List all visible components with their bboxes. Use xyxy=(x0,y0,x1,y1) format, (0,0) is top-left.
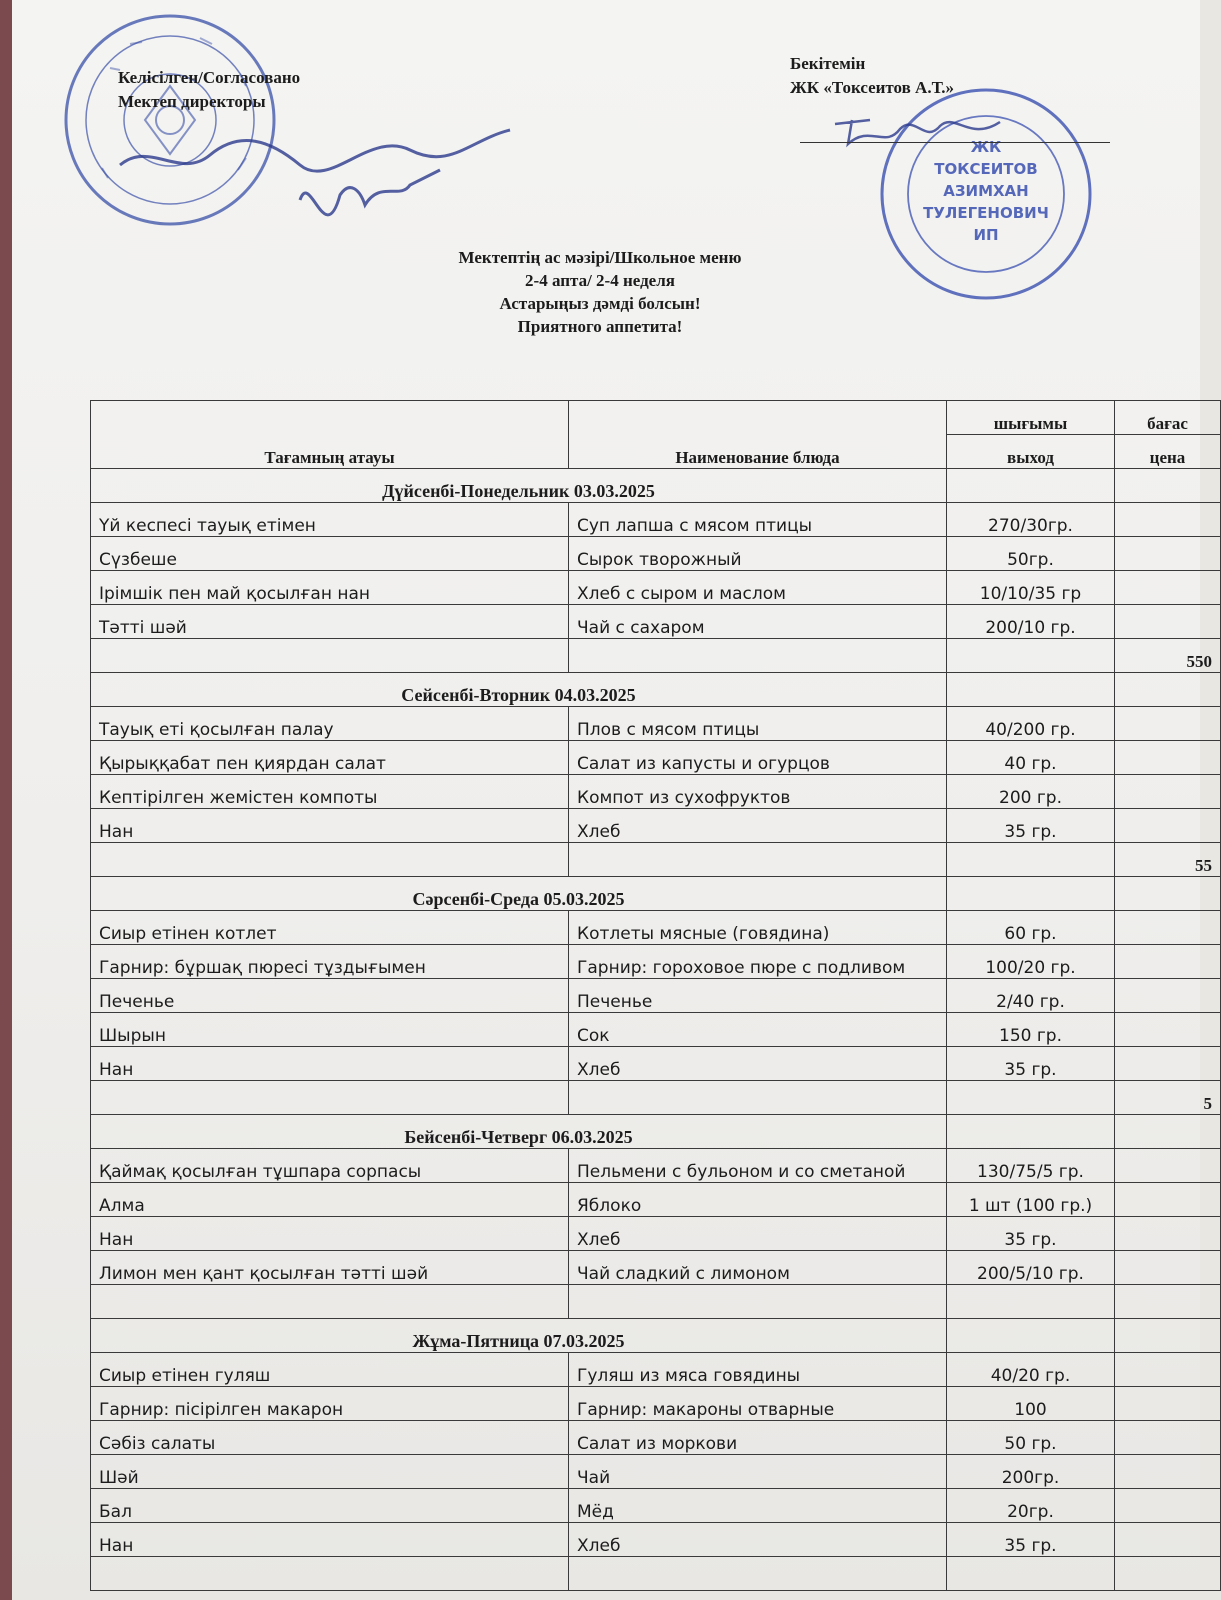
dish-price xyxy=(1115,1149,1221,1183)
dish-output: 2/40 гр. xyxy=(947,979,1115,1013)
dish-name-kz: Нан xyxy=(91,809,569,843)
stamp-line-4: ТУЛЕГЕНОВИЧ xyxy=(923,204,1049,222)
title-line-1: Мектептің ас мәзірі/Школьное меню xyxy=(458,248,742,267)
dish-name-kz: Бал xyxy=(91,1489,569,1523)
dish-name-kz: Алма xyxy=(91,1183,569,1217)
dish-price xyxy=(1115,1489,1221,1523)
menu-item-row xyxy=(91,537,1221,571)
day-total-price: 55 xyxy=(1115,843,1221,877)
menu-item-row xyxy=(91,911,1221,945)
dish-name-kz: Ірімшік пен май қосылған нан xyxy=(91,571,569,605)
day-total-price xyxy=(1115,1285,1221,1319)
dish-price xyxy=(1115,775,1221,809)
dish-name-kz: Печенье xyxy=(91,979,569,1013)
day-title: Сейсенбі-Вторник 04.03.2025 xyxy=(91,673,947,707)
dish-name-ru: Салат из капусты и огурцов xyxy=(569,741,947,775)
day-output-cell xyxy=(947,1115,1115,1149)
header-price-ru: цена xyxy=(1115,435,1221,469)
dish-output: 50гр. xyxy=(947,537,1115,571)
day-title: Дүйсенбі-Понедельник 03.03.2025 xyxy=(91,469,947,503)
dish-name-ru: Чай xyxy=(569,1455,947,1489)
dish-price xyxy=(1115,503,1221,537)
dish-output: 50 гр. xyxy=(947,1421,1115,1455)
dish-price xyxy=(1115,1013,1221,1047)
header-kz-name: Тағамның атауы xyxy=(91,401,569,469)
menu-item-row xyxy=(91,707,1221,741)
stamp-line-2: ТОКСЕИТОВ xyxy=(934,160,1038,178)
agreed-label: Келісілген/Согласовано xyxy=(118,68,301,87)
dish-name-ru: Плов с мясом птицы xyxy=(569,707,947,741)
dish-price xyxy=(1115,1183,1221,1217)
day-total-price xyxy=(1115,1557,1221,1591)
menu-item-row xyxy=(91,605,1221,639)
total-blank-kz xyxy=(91,1557,569,1591)
dish-output: 1 шт (100 гр.) xyxy=(947,1183,1115,1217)
header-output-ru: выход xyxy=(947,435,1115,469)
dish-name-kz: Шырын xyxy=(91,1013,569,1047)
menu-item-row xyxy=(91,1013,1221,1047)
header-output-kz: шығымы xyxy=(947,401,1115,435)
day-total-row xyxy=(91,1557,1221,1591)
dish-name-kz: Нан xyxy=(91,1047,569,1081)
day-price-cell xyxy=(1115,877,1221,911)
header-price-kz: бағас xyxy=(1115,401,1221,435)
total-blank-ru xyxy=(569,1557,947,1591)
dish-name-ru: Яблоко xyxy=(569,1183,947,1217)
dish-name-ru: Сырок творожный xyxy=(569,537,947,571)
dish-name-ru: Пельмени с бульоном и со сметаной xyxy=(569,1149,947,1183)
dish-name-ru: Суп лапша с мясом птицы xyxy=(569,503,947,537)
menu-item-row xyxy=(91,1149,1221,1183)
stamp-line-3: АЗИМХАН xyxy=(943,182,1029,200)
dish-name-ru: Компот из сухофруктов xyxy=(569,775,947,809)
director-label: Мектеп директоры xyxy=(118,92,266,111)
stamp-line-5: ИП xyxy=(973,226,999,244)
dish-output: 40/200 гр. xyxy=(947,707,1115,741)
menu-item-row xyxy=(91,1421,1221,1455)
menu-item-row xyxy=(91,1217,1221,1251)
day-header-row xyxy=(91,1319,1221,1353)
dish-name-kz: Қаймақ қосылған тұшпара сорпасы xyxy=(91,1149,569,1183)
menu-table xyxy=(90,400,1221,1591)
dish-name-kz: Тәтті шәй xyxy=(91,605,569,639)
dish-price xyxy=(1115,1047,1221,1081)
title-line-4: Приятного аппетита! xyxy=(517,317,683,336)
dish-output: 200 гр. xyxy=(947,775,1115,809)
menu-item-row xyxy=(91,1455,1221,1489)
dish-name-ru: Хлеб xyxy=(569,1523,947,1557)
dish-name-kz: Кептірілген жемістен компоты xyxy=(91,775,569,809)
dish-output: 35 гр. xyxy=(947,1523,1115,1557)
menu-item-row xyxy=(91,775,1221,809)
day-total-row xyxy=(91,843,1221,877)
dish-price xyxy=(1115,707,1221,741)
menu-body xyxy=(91,469,1221,1591)
total-blank-output xyxy=(947,1285,1115,1319)
dish-price xyxy=(1115,571,1221,605)
dish-price xyxy=(1115,1251,1221,1285)
dish-price xyxy=(1115,979,1221,1013)
dish-name-kz: Сиыр етінен гуляш xyxy=(91,1353,569,1387)
dish-price xyxy=(1115,911,1221,945)
day-output-cell xyxy=(947,877,1115,911)
menu-item-row xyxy=(91,1353,1221,1387)
menu-item-row xyxy=(91,945,1221,979)
dish-price xyxy=(1115,1353,1221,1387)
dish-price xyxy=(1115,1387,1221,1421)
total-blank-kz xyxy=(91,639,569,673)
total-blank-output xyxy=(947,1557,1115,1591)
menu-item-row xyxy=(91,809,1221,843)
dish-name-kz: Үй кеспесі тауық етімен xyxy=(91,503,569,537)
total-blank-kz xyxy=(91,1081,569,1115)
day-header-row xyxy=(91,877,1221,911)
total-blank-kz xyxy=(91,843,569,877)
dish-price xyxy=(1115,605,1221,639)
menu-item-row xyxy=(91,979,1221,1013)
day-total-price: 550 xyxy=(1115,639,1221,673)
stamp-line-1: ЖК xyxy=(970,138,1002,156)
approved-block xyxy=(790,52,954,100)
day-header-row xyxy=(91,673,1221,707)
dish-name-ru: Гарнир: гороховое пюре с подливом xyxy=(569,945,947,979)
dish-price xyxy=(1115,1455,1221,1489)
menu-item-row xyxy=(91,741,1221,775)
menu-item-row xyxy=(91,503,1221,537)
header-ru-name: Наименование блюда xyxy=(569,401,947,469)
dish-output: 150 гр. xyxy=(947,1013,1115,1047)
day-output-cell xyxy=(947,673,1115,707)
menu-title xyxy=(0,246,1200,338)
title-line-2: 2-4 апта/ 2-4 неделя xyxy=(525,271,675,290)
dish-name-kz: Шәй xyxy=(91,1455,569,1489)
day-title: Бейсенбі-Четверг 06.03.2025 xyxy=(91,1115,947,1149)
day-total-price: 5 xyxy=(1115,1081,1221,1115)
dish-name-ru: Хлеб xyxy=(569,809,947,843)
dish-output: 35 гр. xyxy=(947,1217,1115,1251)
total-blank-ru xyxy=(569,843,947,877)
dish-name-ru: Хлеб с сыром и маслом xyxy=(569,571,947,605)
dish-name-ru: Хлеб xyxy=(569,1217,947,1251)
total-blank-output xyxy=(947,843,1115,877)
day-title: Сәрсенбі-Среда 05.03.2025 xyxy=(91,877,947,911)
dish-name-kz: Гарнир: пісірілген макарон xyxy=(91,1387,569,1421)
approved-label: Бекітемін xyxy=(790,54,866,73)
dish-output: 130/75/5 гр. xyxy=(947,1149,1115,1183)
total-blank-output xyxy=(947,639,1115,673)
director-signature xyxy=(110,110,530,260)
dish-output: 10/10/35 гр xyxy=(947,571,1115,605)
day-output-cell xyxy=(947,1319,1115,1353)
entrepreneur-label: ЖК «Токсеитов А.Т.» xyxy=(790,78,954,97)
day-total-row xyxy=(91,1081,1221,1115)
dish-name-kz: Нан xyxy=(91,1217,569,1251)
day-total-row xyxy=(91,639,1221,673)
total-blank-ru xyxy=(569,639,947,673)
day-price-cell xyxy=(1115,469,1221,503)
menu-item-row xyxy=(91,1047,1221,1081)
dish-name-kz: Сиыр етінен котлет xyxy=(91,911,569,945)
total-blank-ru xyxy=(569,1081,947,1115)
menu-item-row xyxy=(91,1523,1221,1557)
day-header-row xyxy=(91,469,1221,503)
dish-price xyxy=(1115,1523,1221,1557)
approver-signature xyxy=(830,104,1010,154)
day-title: Жұма-Пятница 07.03.2025 xyxy=(91,1319,947,1353)
day-header-row xyxy=(91,1115,1221,1149)
dish-output: 100/20 гр. xyxy=(947,945,1115,979)
dish-price xyxy=(1115,1421,1221,1455)
total-blank-output xyxy=(947,1081,1115,1115)
dish-output: 60 гр. xyxy=(947,911,1115,945)
dish-name-kz: Сәбіз салаты xyxy=(91,1421,569,1455)
dish-output: 100 xyxy=(947,1387,1115,1421)
dish-price xyxy=(1115,945,1221,979)
dish-name-ru: Чай с сахаром xyxy=(569,605,947,639)
dish-price xyxy=(1115,537,1221,571)
total-blank-kz xyxy=(91,1285,569,1319)
dish-name-ru: Гарнир: макароны отварные xyxy=(569,1387,947,1421)
dish-name-ru: Салат из моркови xyxy=(569,1421,947,1455)
dish-output: 200/5/10 гр. xyxy=(947,1251,1115,1285)
dish-name-kz: Қырыққабат пен қиярдан салат xyxy=(91,741,569,775)
dish-output: 200гр. xyxy=(947,1455,1115,1489)
dish-output: 35 гр. xyxy=(947,1047,1115,1081)
day-total-row xyxy=(91,1285,1221,1319)
signature-line xyxy=(800,142,1110,143)
dish-name-ru: Хлеб xyxy=(569,1047,947,1081)
menu-item-row xyxy=(91,571,1221,605)
dish-name-ru: Печенье xyxy=(569,979,947,1013)
dish-output: 200/10 гр. xyxy=(947,605,1115,639)
agreed-block xyxy=(118,66,300,114)
day-price-cell xyxy=(1115,1115,1221,1149)
menu-item-row xyxy=(91,1387,1221,1421)
dish-price xyxy=(1115,741,1221,775)
dish-name-ru: Сок xyxy=(569,1013,947,1047)
title-line-3: Астарыңыз дәмді болсын! xyxy=(499,294,701,313)
dish-name-kz: Нан xyxy=(91,1523,569,1557)
dish-name-ru: Мёд xyxy=(569,1489,947,1523)
dish-name-kz: Лимон мен қант қосылған тәтті шәй xyxy=(91,1251,569,1285)
dish-output: 40 гр. xyxy=(947,741,1115,775)
dish-name-ru: Гуляш из мяса говядины xyxy=(569,1353,947,1387)
dish-output: 40/20 гр. xyxy=(947,1353,1115,1387)
dish-name-kz: Сүзбеше xyxy=(91,537,569,571)
dish-name-ru: Чай сладкий с лимоном xyxy=(569,1251,947,1285)
day-price-cell xyxy=(1115,1319,1221,1353)
dish-output: 270/30гр. xyxy=(947,503,1115,537)
dish-name-kz: Тауық еті қосылған палау xyxy=(91,707,569,741)
day-price-cell xyxy=(1115,673,1221,707)
dish-price xyxy=(1115,809,1221,843)
menu-item-row xyxy=(91,1183,1221,1217)
dish-name-ru: Котлеты мясные (говядина) xyxy=(569,911,947,945)
dish-name-kz: Гарнир: бұршақ пюресі тұздығымен xyxy=(91,945,569,979)
menu-item-row xyxy=(91,1489,1221,1523)
menu-item-row xyxy=(91,1251,1221,1285)
dish-output: 35 гр. xyxy=(947,809,1115,843)
total-blank-ru xyxy=(569,1285,947,1319)
dish-price xyxy=(1115,1217,1221,1251)
day-output-cell xyxy=(947,469,1115,503)
dish-output: 20гр. xyxy=(947,1489,1115,1523)
